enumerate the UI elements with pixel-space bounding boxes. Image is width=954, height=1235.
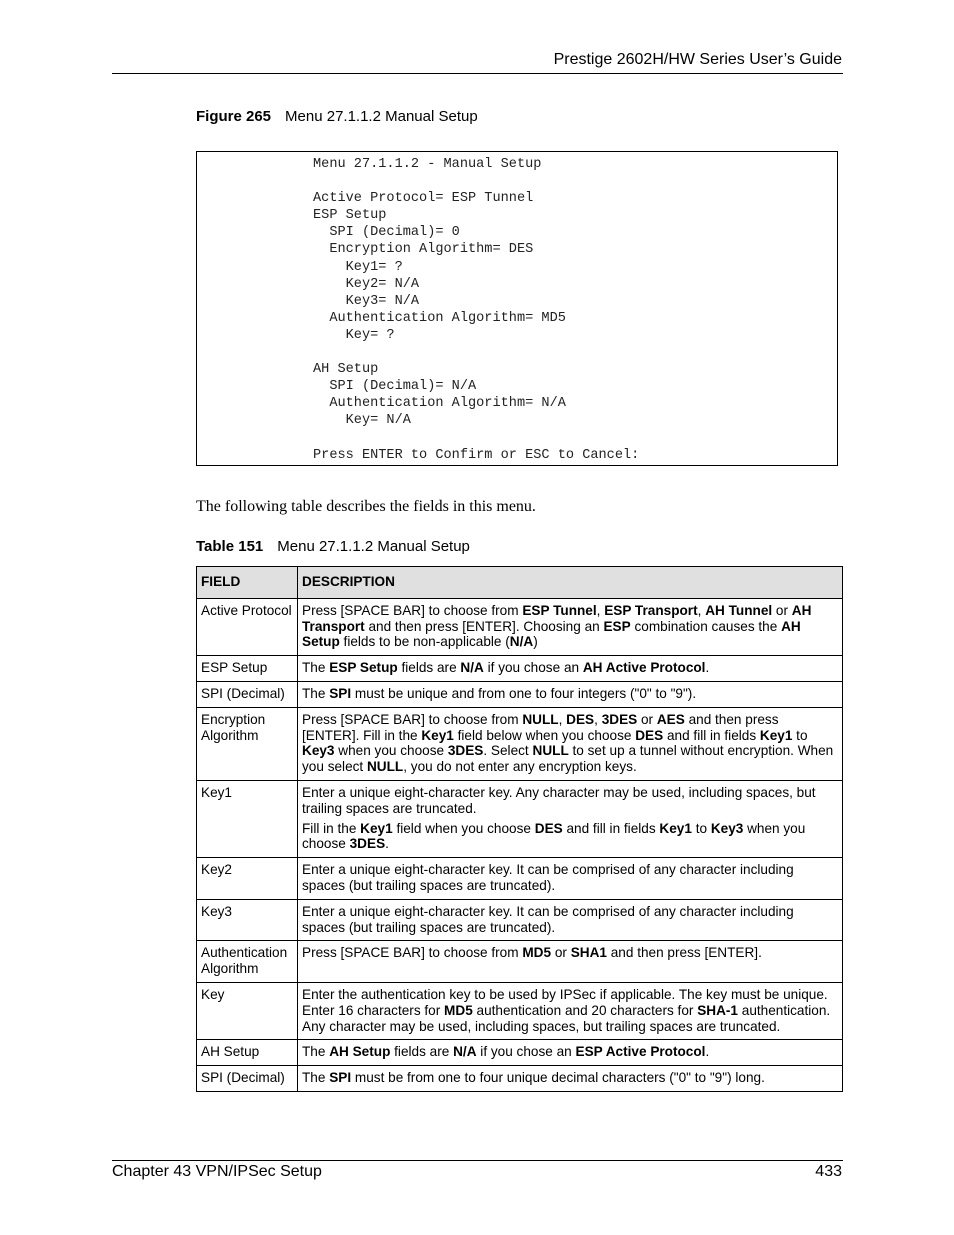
description-text: and fill in fields xyxy=(663,727,760,743)
description-bold-term: AH Tunnel xyxy=(705,602,773,618)
description-cell xyxy=(298,656,843,682)
menu-screen-line: SPI (Decimal)= N/A xyxy=(313,379,477,395)
table-row xyxy=(197,681,843,707)
description-bold-term: Key1 xyxy=(421,727,454,743)
description-text: , xyxy=(594,711,602,727)
header-rule xyxy=(112,73,843,74)
description-bold-term: Key1 xyxy=(360,820,393,836)
menu-screen-text xyxy=(313,156,639,464)
description-text: and fill in fields xyxy=(562,820,660,836)
description-text: to xyxy=(792,727,808,743)
description-bold-term: Key1 xyxy=(659,820,692,836)
description-cell xyxy=(298,941,843,983)
description-text: Fill in the xyxy=(302,820,361,836)
field-name-cell: Key2 xyxy=(197,858,298,900)
menu-screen-line: Press ENTER to Confirm or ESC to Cancel: xyxy=(313,447,640,463)
table-row xyxy=(197,780,843,857)
description-paragraph xyxy=(302,712,838,775)
menu-screen-box xyxy=(196,151,838,466)
description-bold-term: AH Active Protocol xyxy=(582,660,706,676)
description-bold-term: 3DES xyxy=(601,711,638,727)
description-text: Enter a unique eight-character key. It can be comprised of any character including spaces (but trailing spaces are truncated). xyxy=(302,903,794,935)
description-bold-term: NULL xyxy=(532,743,569,759)
field-name-cell: SPI (Decimal) xyxy=(197,681,298,707)
description-text: . xyxy=(385,836,389,852)
description-text: . xyxy=(705,660,710,676)
description-text: , xyxy=(558,711,567,727)
table-row xyxy=(197,858,843,900)
description-text: and then press [ENTER]. xyxy=(606,945,762,961)
description-text: Enter the authentication key to be used by IPSec if applicable. The key must be unique. Enter 16 characters for xyxy=(302,986,828,1018)
description-text: authentication. Any character may be used, including spaces, but trailing spaces are truncated. xyxy=(302,1002,831,1034)
description-text: when you choose xyxy=(302,820,806,852)
description-text: ) xyxy=(533,634,538,650)
description-text: or xyxy=(637,711,657,727)
description-text: The xyxy=(302,685,330,701)
description-bold-term: DES xyxy=(566,711,595,727)
menu-screen-line: Key3= N/A xyxy=(313,293,420,309)
description-bold-term: DES xyxy=(534,820,563,836)
description-cell xyxy=(298,1066,843,1092)
description-text: combination causes the xyxy=(630,618,782,634)
description-bold-term: AH Setup xyxy=(329,1044,391,1060)
menu-screen-line: Key2= N/A xyxy=(313,276,420,292)
description-paragraph xyxy=(302,1044,838,1060)
description-text: when you choose xyxy=(334,743,448,759)
description-text: and then press [ENTER]. Choosing an xyxy=(364,618,604,634)
field-name-cell: Authentication Algorithm xyxy=(197,941,298,983)
description-bold-term: SPI xyxy=(329,685,352,701)
description-text: to set up a tunnel without encryption. When you select xyxy=(302,743,834,775)
table-row xyxy=(197,1040,843,1066)
table-row xyxy=(197,598,843,655)
description-cell xyxy=(298,780,843,857)
description-text: Press [SPACE BAR] to choose from xyxy=(302,602,523,618)
table-row xyxy=(197,982,843,1039)
intro-paragraph: The following table describes the fields in this menu. xyxy=(196,498,536,515)
description-cell xyxy=(298,1040,843,1066)
table-row xyxy=(197,941,843,983)
table-body xyxy=(197,598,843,1091)
description-cell xyxy=(298,982,843,1039)
figure-caption xyxy=(196,108,478,125)
description-text: , xyxy=(596,602,605,618)
table-row xyxy=(197,707,843,780)
description-bold-term: 3DES xyxy=(349,836,386,852)
field-name-cell: AH Setup xyxy=(197,1040,298,1066)
description-bold-term: ESP Transport xyxy=(604,602,698,618)
description-text: fields to be non-applicable ( xyxy=(339,634,510,650)
description-text: Press [SPACE BAR] to choose from xyxy=(302,945,523,961)
description-paragraph xyxy=(302,785,838,817)
description-text: field when you choose xyxy=(392,820,535,836)
menu-screen-line: AH Setup xyxy=(313,362,379,378)
menu-screen-line: Authentication Algorithm= MD5 xyxy=(313,310,566,326)
description-cell xyxy=(298,858,843,900)
field-name-cell: ESP Setup xyxy=(197,656,298,682)
description-cell xyxy=(298,681,843,707)
description-paragraph xyxy=(302,987,838,1034)
menu-screen-line: SPI (Decimal)= 0 xyxy=(313,225,460,241)
description-bold-term: Key1 xyxy=(759,727,793,743)
description-text: Enter a unique eight-character key. Any character may be used, including spaces, but trailing spaces are truncated. xyxy=(302,784,816,816)
description-bold-term: ESP Setup xyxy=(329,660,398,676)
description-paragraph xyxy=(302,686,838,702)
description-paragraph xyxy=(302,660,838,676)
description-bold-term: DES xyxy=(635,727,664,743)
field-name-cell: Active Protocol xyxy=(197,598,298,655)
description-bold-term: SPI xyxy=(329,1070,352,1086)
column-header-field: FIELD xyxy=(197,567,298,599)
description-paragraph xyxy=(302,904,838,936)
description-text: must be from one to four unique decimal characters ("0" to "9") long. xyxy=(351,1070,765,1086)
description-bold-term: NULL xyxy=(522,711,559,727)
field-name-cell: Key1 xyxy=(197,780,298,857)
menu-screen-line: Menu 27.1.1.2 - Manual Setup xyxy=(313,157,542,172)
menu-screen-line: Key= N/A xyxy=(313,413,411,429)
table-title: Menu 27.1.1.2 Manual Setup xyxy=(277,538,470,555)
description-text: if you chose an xyxy=(476,1044,576,1060)
menu-screen-line: Key= ? xyxy=(313,327,395,343)
description-text: or xyxy=(551,945,571,961)
description-text: , you do not enter any encryption keys. xyxy=(403,759,637,775)
figure-label: Figure 265 xyxy=(196,108,272,125)
description-cell xyxy=(298,899,843,941)
description-bold-term: AH Transport xyxy=(302,602,812,634)
menu-screen-line: Authentication Algorithm= N/A xyxy=(313,396,566,412)
description-bold-term: ESP Tunnel xyxy=(522,602,597,618)
field-name-cell: Key xyxy=(197,982,298,1039)
description-paragraph xyxy=(302,945,838,961)
table-label: Table 151 xyxy=(196,538,264,555)
table-row xyxy=(197,899,843,941)
figure-title: Menu 27.1.1.2 Manual Setup xyxy=(285,108,478,125)
field-name-cell: Key3 xyxy=(197,899,298,941)
footer-chapter: Chapter 43 VPN/IPSec Setup xyxy=(112,1163,322,1180)
description-text: authentication and 20 characters for xyxy=(472,1002,698,1018)
description-bold-term: MD5 xyxy=(444,1002,473,1018)
description-bold-term: N/A xyxy=(453,1044,477,1060)
menu-screen-line: Encryption Algorithm= DES xyxy=(313,242,534,258)
table-row xyxy=(197,656,843,682)
field-name-cell: Encryption Algorithm xyxy=(197,707,298,780)
description-bold-term: 3DES xyxy=(447,743,484,759)
description-text: . xyxy=(705,1044,710,1060)
description-text: Enter a unique eight-character key. It can be comprised of any character including spaces (but trailing spaces are truncated). xyxy=(302,862,794,893)
description-text: if you chose an xyxy=(483,660,583,676)
description-paragraph xyxy=(302,1070,838,1086)
description-cell xyxy=(298,598,843,655)
description-text: to xyxy=(691,820,711,836)
description-text: The xyxy=(302,1044,330,1060)
description-text: and then press [ENTER]. Fill in the xyxy=(302,711,779,743)
description-text: . Select xyxy=(483,743,533,759)
description-text: fields are xyxy=(397,660,461,676)
description-bold-term: NULL xyxy=(366,759,404,775)
footer-rule xyxy=(112,1160,843,1161)
description-bold-term: SHA1 xyxy=(570,945,607,961)
description-bold-term: SHA-1 xyxy=(697,1002,738,1018)
description-bold-term: Key3 xyxy=(710,820,744,836)
running-header-title: Prestige 2602H/HW Series User’s Guide xyxy=(553,51,842,68)
description-text: Press [SPACE BAR] to choose from xyxy=(302,711,523,727)
page-number: 433 xyxy=(815,1163,842,1180)
description-bold-term: AES xyxy=(656,711,685,727)
description-text: or xyxy=(772,602,792,618)
menu-screen-line: Key1= ? xyxy=(313,259,403,275)
field-name-cell: SPI (Decimal) xyxy=(197,1066,298,1092)
menu-screen-line: Active Protocol= ESP Tunnel xyxy=(313,191,534,207)
description-text: must be unique and from one to four integers ("0" to "9"). xyxy=(351,685,697,701)
description-bold-term: ESP Active Protocol xyxy=(575,1044,706,1060)
description-bold-term: MD5 xyxy=(522,945,552,961)
description-bold-term: N/A xyxy=(460,660,484,676)
description-paragraph xyxy=(302,862,838,894)
menu-screen-line: ESP Setup xyxy=(313,208,387,224)
description-text: fields are xyxy=(390,1044,454,1060)
description-bold-term: ESP xyxy=(603,618,631,634)
description-text: , xyxy=(697,602,706,618)
table-row xyxy=(197,1066,843,1092)
description-text: The xyxy=(302,1070,330,1086)
field-description-table xyxy=(196,566,843,1092)
description-bold-term: Key3 xyxy=(302,743,335,759)
description-text: The xyxy=(302,660,330,676)
description-paragraph xyxy=(302,603,838,650)
description-bold-term: N/A xyxy=(509,634,534,650)
table-caption xyxy=(196,538,470,555)
description-cell xyxy=(298,707,843,780)
table-header-row xyxy=(197,567,843,599)
column-header-description: DESCRIPTION xyxy=(298,567,843,599)
description-paragraph xyxy=(302,821,838,853)
description-bold-term: AH Setup xyxy=(302,618,801,650)
description-text: field below when you choose xyxy=(453,727,636,743)
